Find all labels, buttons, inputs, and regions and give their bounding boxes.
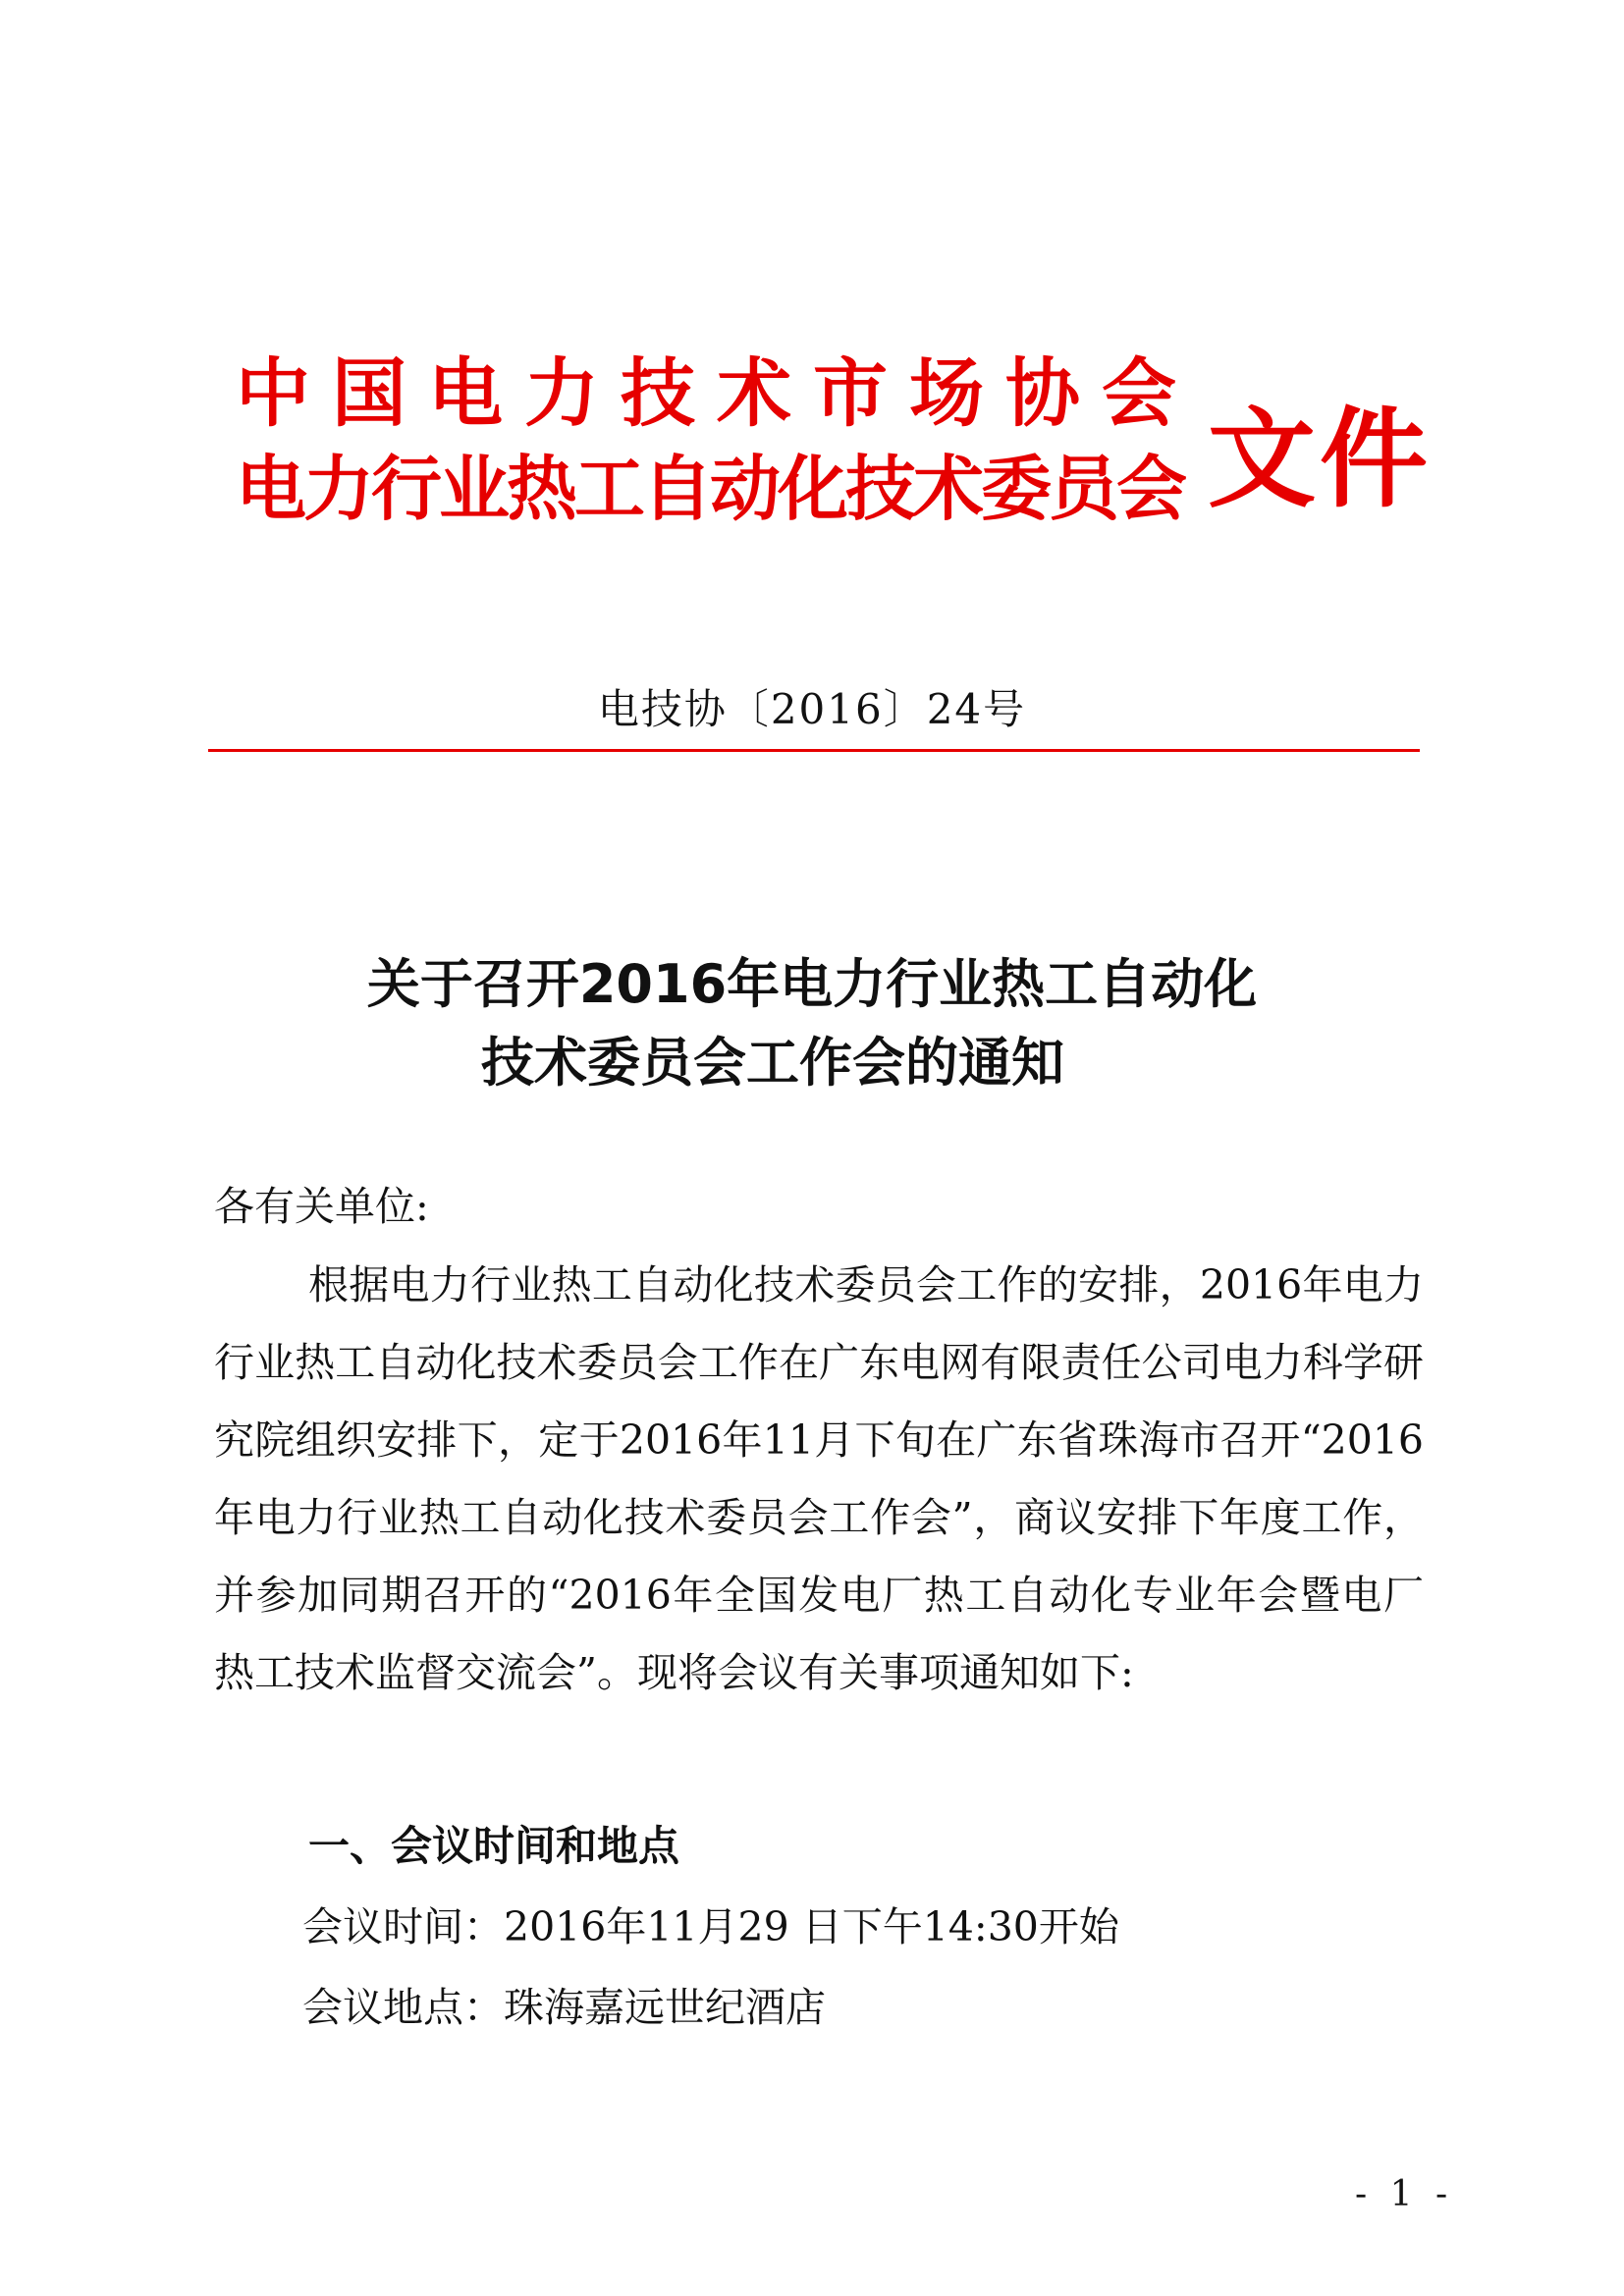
issuing-org-line-2: 电力行业热工自动化技术委员会 [236,448,1185,530]
section-heading-meeting-time-place: 一、会议时间和地点 [308,1822,680,1870]
issuing-org-line-1: 中国电力技术市场协会 [236,349,1198,437]
meeting-place: 会议地点：珠海嘉远世纪酒店 [302,1984,826,2031]
document-red-header [236,334,1432,530]
page-number: - 1 - [1355,2174,1454,2215]
document-type-label: 文件 [1208,397,1432,522]
body-paragraph: 根据电力行业热工自动化技术委员会工作的安排，2016年电力行业热工自动化技术委员会工作在广东电网有限责任公司电力科学研究院组织安排下，定于2016年11月下旬在广东省珠海市召开“2016年电力行业热工自动化技术委员会工作会”，商议安排下年度工作，并参加同期召开的“2016年全国发电厂热工自动化专业年会暨电厂热工技术监督交流会”。现将会议有关事项通知如下: [214,1261,1424,1696]
document-title-line-2: 技术委员会工作会的通知 [481,1032,1064,1094]
document-title-line-1: 关于召开2016年电力行业热工自动化 [366,953,1258,1015]
red-divider-line [208,749,1420,752]
document-number: 电技协〔2016〕24号 [597,685,1027,733]
salutation: 各有关单位: [214,1183,429,1230]
meeting-time: 会议时间：2016年11月29 日下午14:30开始 [302,1903,1119,1950]
